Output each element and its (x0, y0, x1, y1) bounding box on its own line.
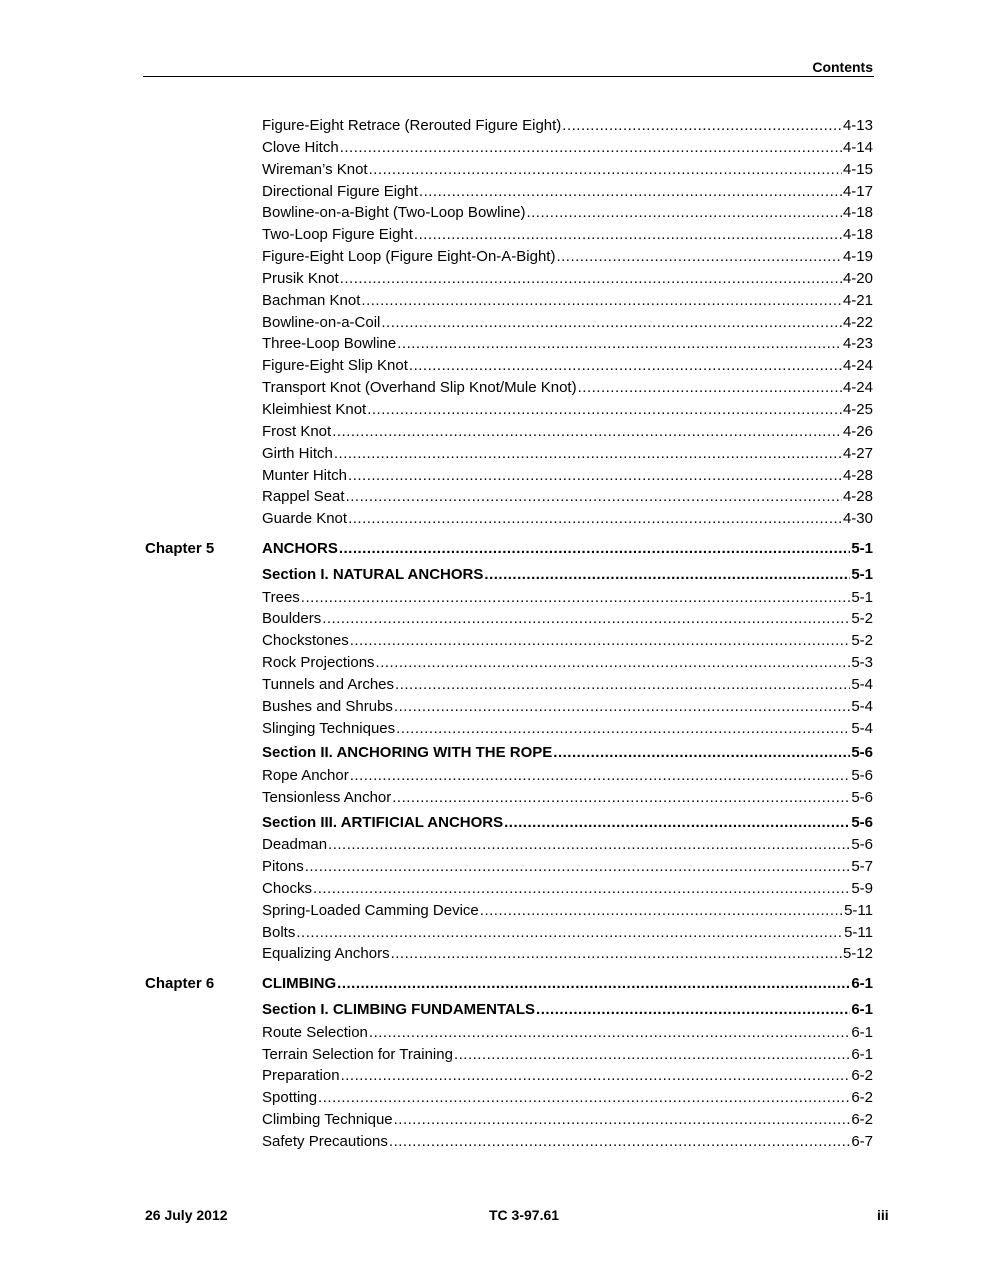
toc-entry-title: Clove Hitch (262, 138, 339, 156)
toc-entry-title: Slinging Techniques (262, 719, 396, 737)
toc-entry-title: Bushes and Shrubs (262, 697, 393, 715)
toc-section-row[interactable] (0, 812, 990, 835)
toc-dot-leader (553, 742, 850, 764)
toc-dot-leader (301, 587, 851, 609)
toc-entry-row[interactable] (0, 355, 990, 377)
toc-entry[interactable] (262, 834, 873, 856)
toc-dot-leader (339, 536, 850, 561)
toc-entry-row[interactable] (0, 856, 990, 878)
toc-dot-leader (328, 834, 850, 856)
toc-page-number: 4-22 (842, 313, 873, 331)
toc-dot-leader (392, 787, 850, 809)
toc-entry-row[interactable] (0, 159, 990, 181)
toc-entry-row[interactable] (0, 718, 990, 740)
toc-dot-leader (296, 922, 843, 944)
toc-entry[interactable] (262, 1065, 873, 1087)
toc-chapter-label: Chapter 6 (145, 975, 215, 993)
toc-entry[interactable] (262, 718, 873, 740)
toc-dot-leader (394, 1109, 851, 1131)
toc-page-number: 4-13 (842, 117, 873, 134)
toc-dot-leader (348, 465, 842, 487)
toc-entry[interactable] (262, 443, 873, 465)
toc-entry-row[interactable] (0, 765, 990, 787)
toc-page-number: 4-18 (842, 226, 873, 244)
toc-entry-title: Kleimhiest Knot (262, 400, 367, 418)
toc-entry-title: Three-Loop Bowline (262, 335, 397, 353)
toc-entry-row[interactable] (0, 137, 990, 159)
toc-entry-row[interactable] (0, 465, 990, 487)
toc-dot-leader (369, 159, 842, 181)
toc-dot-leader (480, 900, 843, 922)
toc-dot-leader (367, 399, 842, 421)
toc-entry-title: Directional Figure Eight (262, 182, 418, 200)
toc-page-number: 4-25 (842, 400, 873, 418)
toc-entry[interactable] (262, 224, 873, 246)
toc-page-number: 6-1 (851, 1023, 873, 1041)
toc-entry[interactable] (262, 508, 873, 530)
toc-entry-row[interactable] (0, 246, 990, 268)
toc-entry-title: Deadman (262, 836, 328, 854)
header-rule (143, 76, 874, 77)
toc-page-number: 5-1 (851, 540, 873, 558)
toc-page-number: 6-2 (851, 1111, 873, 1129)
toc-dot-leader (318, 1087, 850, 1109)
toc-entry[interactable] (262, 536, 873, 561)
toc-entry-title: Figure-Eight Slip Knot (262, 357, 408, 375)
toc-entry-title: Safety Precautions (262, 1132, 388, 1150)
toc-entry-row[interactable] (0, 1044, 990, 1066)
toc-page-number: 6-1 (851, 1001, 873, 1019)
toc-entry[interactable] (262, 787, 873, 809)
toc-entry-row[interactable] (0, 399, 990, 421)
toc-entry-row[interactable] (0, 652, 990, 674)
toc-dot-leader (346, 486, 842, 508)
toc-dot-leader (397, 333, 842, 355)
toc-page-number: 4-14 (842, 138, 873, 156)
toc-entry-row[interactable] (0, 333, 990, 355)
toc-entry-row[interactable] (0, 1109, 990, 1131)
toc-page-number: 6-2 (851, 1067, 873, 1085)
toc-entry[interactable] (262, 115, 873, 137)
toc-page-number: 6-2 (851, 1089, 873, 1107)
toc-page-number: 4-15 (842, 160, 873, 178)
toc-page-number: 4-17 (842, 182, 873, 200)
toc-entry[interactable] (262, 900, 873, 922)
toc-entry-row[interactable] (0, 587, 990, 609)
toc-entry-title: Transport Knot (Overhand Slip Knot/Mule Knot) (262, 379, 577, 397)
toc-dot-leader (381, 312, 842, 334)
toc-entry[interactable] (262, 421, 873, 443)
toc-entry-title: Pitons (262, 857, 304, 875)
toc-entry-row[interactable] (0, 443, 990, 465)
toc-page-number: 5-6 (851, 813, 873, 831)
toc-entry[interactable] (262, 878, 873, 900)
toc-entry-title: Preparation (262, 1067, 340, 1085)
toc-entry[interactable] (262, 181, 873, 203)
toc-entry-title: Spring-Loaded Camming Device (262, 901, 479, 919)
toc-dot-leader (340, 137, 842, 159)
toc-entry-row[interactable] (0, 900, 990, 922)
toc-dot-leader (391, 943, 842, 965)
toc-dot-leader (526, 202, 842, 224)
toc-page-number: 5-6 (851, 836, 873, 854)
toc-page-number: 4-20 (842, 269, 873, 287)
toc-entry-title: Frost Knot (262, 422, 332, 440)
toc-dot-leader (394, 696, 850, 718)
toc-entry[interactable] (262, 856, 873, 878)
toc-entry-title: Tensionless Anchor (262, 788, 392, 806)
toc-entry-title: Section II. ANCHORING WITH THE ROPE (262, 744, 553, 762)
toc-entry[interactable] (262, 922, 873, 944)
toc-dot-leader (337, 971, 850, 996)
toc-entry-row[interactable] (0, 268, 990, 290)
toc-dot-leader (419, 181, 842, 203)
toc-entry-title: Section III. ARTIFICIAL ANCHORS (262, 813, 504, 831)
toc-entry-title: Wireman’s Knot (262, 160, 368, 178)
toc-entry[interactable] (262, 1131, 873, 1153)
toc-entry[interactable] (262, 137, 873, 159)
toc-entry-row[interactable] (0, 878, 990, 900)
toc-entry-row[interactable] (0, 290, 990, 312)
toc-entry[interactable] (262, 812, 873, 834)
toc-chapter-label: Chapter 5 (145, 540, 215, 558)
toc-section-row[interactable] (0, 564, 990, 587)
toc-entry-row[interactable] (0, 834, 990, 856)
toc-entry[interactable] (262, 355, 873, 377)
toc-page-number: 6-7 (851, 1132, 873, 1150)
toc-page-number: 5-3 (851, 654, 873, 672)
toc-chapter-row[interactable] (0, 536, 990, 561)
toc-entry[interactable] (262, 1109, 873, 1131)
toc-entry[interactable] (262, 312, 873, 334)
toc-entry[interactable] (262, 268, 873, 290)
toc-entry-title: Munter Hitch (262, 466, 348, 484)
toc-entry-title: Route Selection (262, 1023, 368, 1041)
toc-section-row[interactable] (0, 742, 990, 765)
toc-dot-leader (332, 421, 842, 443)
toc-entry-row[interactable] (0, 421, 990, 443)
toc-entry-row[interactable] (0, 181, 990, 203)
toc-entry-row[interactable] (0, 630, 990, 652)
toc-entry-title: Terrain Selection for Training (262, 1045, 453, 1063)
toc-page-number: 5-12 (842, 945, 873, 963)
toc-entry[interactable] (262, 608, 873, 630)
toc-page-number: 6-1 (851, 1045, 873, 1063)
toc-entry-row[interactable] (0, 312, 990, 334)
toc-entry-row[interactable] (0, 115, 990, 137)
toc-entry-title: Prusik Knot (262, 269, 339, 287)
toc-entry[interactable] (262, 486, 873, 508)
toc-entry[interactable] (262, 1087, 873, 1109)
toc-entry-title: Equalizing Anchors (262, 945, 390, 963)
toc-dot-leader (536, 999, 850, 1021)
toc-page-number: 5-9 (851, 879, 873, 897)
toc-entry-title: Boulders (262, 610, 322, 628)
toc-entry[interactable] (262, 465, 873, 487)
toc-entry[interactable] (262, 564, 873, 586)
toc-entry-title: Rappel Seat (262, 488, 345, 506)
toc-page-number: 5-4 (851, 697, 873, 715)
toc-page-number: 4-21 (842, 291, 873, 309)
toc-entry-title: Section I. NATURAL ANCHORS (262, 566, 484, 584)
toc-dot-leader (376, 652, 851, 674)
toc-entry-row[interactable] (0, 1065, 990, 1087)
toc-entry[interactable] (262, 971, 873, 996)
toc-entry-title: Rock Projections (262, 654, 375, 672)
toc-entry-title: Two-Loop Figure Eight (262, 226, 413, 244)
toc-dot-leader (348, 508, 842, 530)
toc-entry[interactable] (262, 290, 873, 312)
toc-entry-title: Spotting (262, 1089, 318, 1107)
toc-entry-title: ANCHORS (262, 540, 338, 558)
toc-page-number: 5-2 (851, 610, 873, 628)
toc-entry-row[interactable] (0, 224, 990, 246)
toc-page-number: 4-18 (842, 204, 873, 222)
toc-dot-leader (322, 608, 850, 630)
toc-entry-title: Bowline-on-a-Bight (Two-Loop Bowline) (262, 204, 526, 222)
toc-entry-title: CLIMBING (262, 975, 337, 993)
toc-page-number: 5-11 (844, 923, 873, 941)
toc-entry-row[interactable] (0, 674, 990, 696)
toc-section-row[interactable] (0, 999, 990, 1022)
toc-dot-leader (350, 765, 851, 787)
toc-page-number: 5-1 (851, 588, 873, 606)
toc-dot-leader (395, 674, 850, 696)
toc-page-number: 5-2 (851, 632, 873, 650)
toc-entry-title: Tunnels and Arches (262, 675, 395, 693)
footer-document-number: TC 3-97.61 (489, 1207, 560, 1223)
toc-entry-title: Girth Hitch (262, 444, 333, 462)
toc-entry-title: Figure-Eight Retrace (Rerouted Figure Eight) (262, 117, 562, 134)
toc-entry[interactable] (262, 159, 873, 181)
toc-entry-row[interactable] (0, 608, 990, 630)
toc-entry[interactable] (262, 696, 873, 718)
toc-entry[interactable] (262, 1022, 873, 1044)
toc-dot-leader (361, 290, 842, 312)
toc-entry-row[interactable] (0, 377, 990, 399)
toc-dot-leader (350, 630, 851, 652)
toc-dot-leader (389, 1131, 850, 1153)
toc-entry-row[interactable] (0, 1131, 990, 1153)
toc-page-number: 6-1 (851, 975, 873, 993)
toc-dot-leader (334, 443, 842, 465)
footer-date: 26 July 2012 (145, 1207, 228, 1223)
toc-entry-row[interactable] (0, 696, 990, 718)
toc-entry-title: Bowline-on-a-Coil (262, 313, 381, 331)
toc-page-number: 5-6 (851, 766, 873, 784)
toc-dot-leader (578, 377, 842, 399)
toc-dot-leader (454, 1044, 850, 1066)
toc-entry-title: Rope Anchor (262, 766, 349, 784)
toc-entry-row[interactable] (0, 943, 990, 965)
toc-dot-leader (396, 718, 850, 740)
toc-dot-leader (504, 812, 850, 834)
footer-page-number: iii (877, 1207, 889, 1223)
toc-entry[interactable] (262, 652, 873, 674)
toc-page-number: 4-19 (842, 248, 873, 266)
toc-entry-row[interactable] (0, 1022, 990, 1044)
toc-page-number: 5-4 (851, 719, 873, 737)
toc-entry-title: Bolts (262, 923, 296, 941)
toc-page-number: 5-1 (851, 566, 873, 584)
toc-entry-row[interactable] (0, 202, 990, 224)
toc-entry[interactable] (262, 674, 873, 696)
toc-entry[interactable] (262, 630, 873, 652)
toc-entry-row[interactable] (0, 1087, 990, 1109)
toc-page-number: 5-6 (851, 744, 873, 762)
toc-entry-title: Section I. CLIMBING FUNDAMENTALS (262, 1001, 536, 1019)
toc-page-number: 4-28 (842, 466, 873, 484)
toc-entry-row[interactable] (0, 787, 990, 809)
toc-entry-row[interactable] (0, 508, 990, 530)
toc-dot-leader (556, 246, 842, 268)
page-header-title: Contents (812, 59, 873, 75)
toc-entry-title: Figure-Eight Loop (Figure Eight-On-A-Bight) (262, 248, 556, 266)
toc-entry-title: Chocks (262, 879, 313, 897)
toc-entry[interactable] (262, 202, 873, 224)
toc-page-number: 4-28 (842, 488, 873, 506)
toc-entry-title: Bachman Knot (262, 291, 361, 309)
toc-entry[interactable] (262, 333, 873, 355)
toc-page-number: 4-24 (842, 379, 873, 397)
toc-page-number: 4-30 (842, 510, 873, 528)
toc-entry[interactable] (262, 246, 873, 268)
toc-dot-leader (484, 564, 850, 586)
toc-dot-leader (341, 1065, 851, 1087)
toc-dot-leader (562, 115, 842, 137)
toc-entry[interactable] (262, 587, 873, 609)
toc-entry[interactable] (262, 1044, 873, 1066)
toc-dot-leader (313, 878, 850, 900)
toc-page-number: 4-24 (842, 357, 873, 375)
toc-entry[interactable] (262, 999, 873, 1021)
toc-page-number: 5-7 (851, 857, 873, 875)
toc-page-number: 5-4 (851, 675, 873, 693)
toc-page-number: 4-27 (842, 444, 873, 462)
toc-entry[interactable] (262, 399, 873, 421)
toc-dot-leader (369, 1022, 850, 1044)
toc-dot-leader (305, 856, 851, 878)
table-of-contents (0, 115, 990, 1153)
toc-dot-leader (409, 355, 842, 377)
toc-entry-row[interactable] (0, 486, 990, 508)
toc-page-number: 5-11 (844, 901, 873, 919)
toc-page-number: 5-6 (851, 788, 873, 806)
toc-chapter-row[interactable] (0, 971, 990, 996)
toc-entry[interactable] (262, 742, 873, 764)
toc-entry-title: Chockstones (262, 632, 349, 650)
toc-page-number: 4-26 (842, 422, 873, 440)
toc-entry-title: Guarde Knot (262, 510, 348, 528)
toc-dot-leader (340, 268, 842, 290)
toc-entry-title: Climbing Technique (262, 1111, 393, 1129)
toc-entry[interactable] (262, 765, 873, 787)
toc-entry-title: Trees (262, 588, 300, 606)
toc-entry[interactable] (262, 943, 873, 965)
toc-page-number: 4-23 (842, 335, 873, 353)
toc-dot-leader (414, 224, 842, 246)
toc-entry-row[interactable] (0, 922, 990, 944)
toc-entry[interactable] (262, 377, 873, 399)
